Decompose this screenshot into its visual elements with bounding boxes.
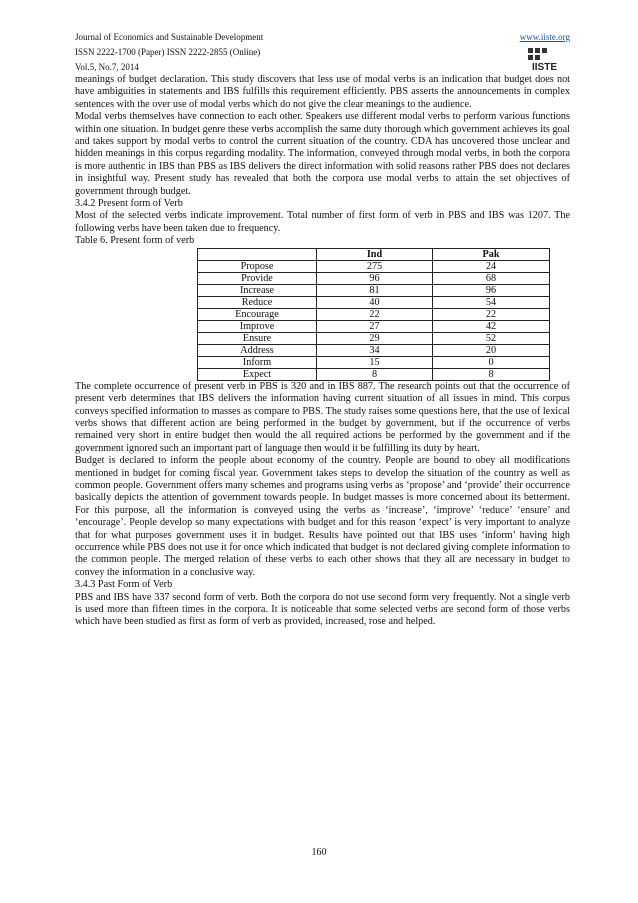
table-cell: 22: [317, 308, 433, 320]
table-cell: 96: [433, 284, 550, 296]
table-row: [198, 332, 550, 344]
table-cell: Increase: [198, 284, 317, 296]
table-cell: 8: [433, 368, 550, 380]
table-caption: Table 6. Present form of verb: [75, 235, 195, 247]
table-cell: 54: [433, 296, 550, 308]
table-cell: 22: [433, 308, 550, 320]
table-cell: 42: [433, 320, 550, 332]
table-header-cell: Pak: [433, 248, 550, 260]
table-cell: 275: [317, 260, 433, 272]
table-cell: 68: [433, 272, 550, 284]
table-cell: 8: [317, 368, 433, 380]
table-row: [198, 284, 550, 296]
paragraph-present-intro: Most of the selected verbs indicate improvement. Total number of first form of verb in PBS and IBS was 1207. The following verbs have been taken due to frequency.: [75, 210, 570, 234]
table-header-row: [198, 248, 550, 260]
present-verb-table: [197, 248, 550, 381]
table-cell: Inform: [198, 356, 317, 368]
table-row: [198, 260, 550, 272]
table-row: [198, 344, 550, 356]
table-cell: Propose: [198, 260, 317, 272]
table-cell: 24: [433, 260, 550, 272]
table-cell: 96: [317, 272, 433, 284]
table-cell: Improve: [198, 320, 317, 332]
table-cell: Reduce: [198, 296, 317, 308]
table-cell: Ensure: [198, 332, 317, 344]
table-row: [198, 368, 550, 380]
iiste-logo-icon: [526, 46, 570, 72]
svg-text:IISTE: IISTE: [532, 62, 558, 72]
article-body: [75, 74, 570, 629]
iiste-logo: [526, 46, 570, 72]
paragraph-budget-meanings: meanings of budget declaration. This study discovers that less use of modal verbs is an indication that budget does not have ambiguities in statements and IBS fulfills this requirement efficiently. PBS asserts the announcements in complex sentences with the over use of modal verbs which do not give the clear meanings to the audience.: [75, 74, 570, 110]
section-heading-past-verb: 3.4.3 Past Form of Verb: [75, 579, 173, 591]
table-header-cell: [198, 248, 317, 260]
table-row: [198, 356, 550, 368]
table-row: [198, 272, 550, 284]
table-cell: 40: [317, 296, 433, 308]
section-heading-present-verb: 3.4.2 Present form of Verb: [75, 198, 183, 210]
table-cell: Encourage: [198, 308, 317, 320]
table-cell: 52: [433, 332, 550, 344]
paragraph-budget-declaration: Budget is declared to inform the people about economy of the country. People are bound to obey all modifications mentioned in budget for coming fiscal year. Government takes steps to develop the situation of the country as well as common people. Government offers many schemes and programs using verbs as ‘propose’ and ‘provide’ their occurrence basically depicts the attention of government towards people. In budget masses is more concerned about its betterment. For this purpose, all the information is conveyed using the verbs as ‘increase’, ‘improve’ ‘reduce’ ‘ensure’ and ‘encourage’. People develop so many expectations with budget and for this reason ‘expect’ is very important to analyze that for what purposes government uses it in budget. Results have pointed out that IBS uses ‘inform’ having high occurrence while PBS does not use it for once which indicated that budget is not declared giving complete information to the common people. The merged relation of these verbs to each other shows that they all are necessary in budget to convey the information in a conclusive way.: [75, 455, 570, 578]
table-cell: 29: [317, 332, 433, 344]
paragraph-present-verb-results: The complete occurrence of present verb in PBS is 320 and in IBS 887. The research points out that the occurrence of present verb determines that IBS delivers the information having current situation of all issues in mind. This corpus conveys specified information to masses as compare to PBS. The study raises some questions here, that the use of lexical verbs shows that different action are being performed in the budget by government, but if the occurrence of verbs remained very short in entire budget then would the all required actions be performed by the government and if the government ignored such an important part of language then would it be fulfilling its duty by heart.: [75, 380, 570, 454]
table-row: [198, 320, 550, 332]
journal-name: Journal of Economics and Sustainable Development: [75, 32, 264, 42]
page-number: 160: [311, 847, 327, 858]
table-cell: 0: [433, 356, 550, 368]
journal-url-link[interactable]: www.iiste.org: [519, 32, 570, 42]
table-cell: 15: [317, 356, 433, 368]
table-header-cell: Ind: [317, 248, 433, 260]
table-row: [198, 308, 550, 320]
table-row: [198, 296, 550, 308]
table-cell: Address: [198, 344, 317, 356]
table-cell: 34: [317, 344, 433, 356]
table-cell: Expect: [198, 368, 317, 380]
issn-line: ISSN 2222-1700 (Paper) ISSN 2222-2855 (Online): [75, 47, 261, 57]
table-cell: 27: [317, 320, 433, 332]
paragraph-modal-verbs: Modal verbs themselves have connection to each other. Speakers use different modal verbs to perform various functions within one situation. In budget genre these verbs accomplish the same duty thorough which government achieves its goal and takes support by modal verbs to control the current situation of the country. CDA has uncovered those unclear and hidden meanings in this corpus regarding modality. The information, conveyed through modal verbs, in both the corpora is more authentic in IBS than PBS as IBS delivers the direct information with solid reasons rather PBS does not declares in insightful way. Present study has revealed that both the corpora use modal verbs to attain the set objectives of government through budget.: [75, 111, 570, 197]
paragraph-past-verb: PBS and IBS have 337 second form of verb. Both the corpora do not use second form very frequently. Not a single verb is used more than fifteen times in the corpora. It is noticeable that some selected verbs are second form of those verbs which have been studied as first as form of verb as provided, increased, rose and helped.: [75, 591, 570, 628]
table-cell: Provide: [198, 272, 317, 284]
table-cell: 20: [433, 344, 550, 356]
volume-line: Vol.5, No.7, 2014: [75, 62, 139, 72]
table-cell: 81: [317, 284, 433, 296]
